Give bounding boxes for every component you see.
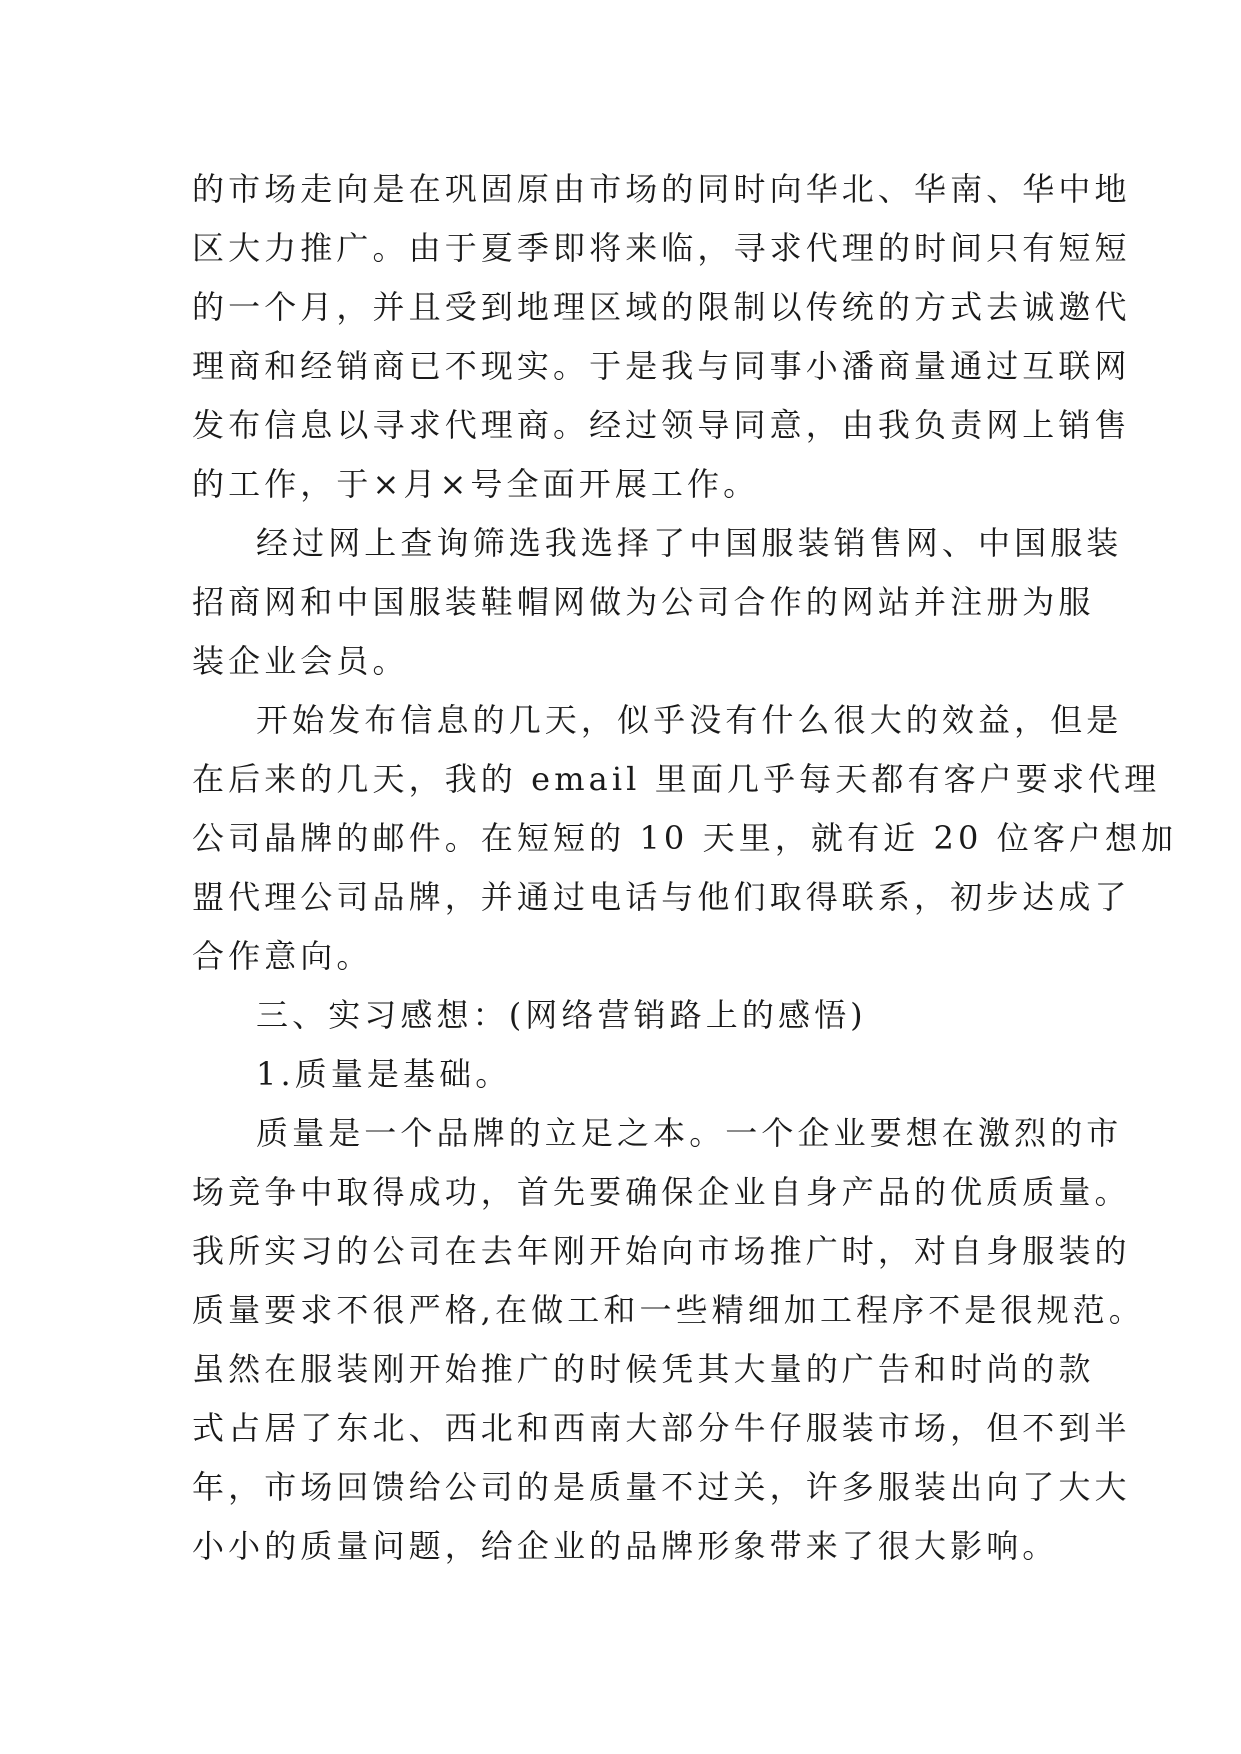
- text-line: 式占居了东北、西北和西南大部分牛仔服装市场，但不到半: [192, 1409, 1131, 1447]
- text-line: 年，市场回馈给公司的是质量不过关，许多服装出向了大大: [192, 1468, 1131, 1506]
- text-line: 区大力推广。由于夏季即将来临，寻求代理的时间只有短短: [192, 229, 1131, 267]
- text-line: 公司晶牌的邮件。在短短的 10 天里，就有近 20 位客户想加: [192, 819, 1178, 857]
- text-line: 虽然在服装刚开始推广的时候凭其大量的广告和时尚的款: [192, 1350, 1095, 1388]
- text-line: 合作意向。: [192, 937, 373, 975]
- paragraph-results: [192, 691, 1178, 986]
- section-heading: [192, 986, 1052, 1045]
- text-line: 小小的质量问题，给企业的品牌形象带来了很大影响。: [192, 1527, 1059, 1565]
- text-line: 质量要求不很严格,在做工和一些精细加工程序不是很规范。: [192, 1291, 1145, 1329]
- text-line: 理商和经销商已不现实。于是我与同事小潘商量通过互联网: [192, 347, 1131, 385]
- text-line: 盟代理公司品牌，并通过电话与他们取得联系，初步达成了: [192, 878, 1131, 916]
- text-line: 场竞争中取得成功，首先要确保企业自身产品的优质质量。: [192, 1173, 1131, 1211]
- text-line: 的工作，于×月×号全面开展工作。: [192, 465, 760, 503]
- text-line: 发布信息以寻求代理商。经过领导同意，由我负责网上销售: [192, 406, 1131, 444]
- paragraph-quality: [192, 1104, 1145, 1576]
- paragraph-website-selection: [192, 514, 1123, 691]
- paragraph-market-direction: [192, 160, 1131, 514]
- text-line: 在后来的几天，我的 email 里面几乎每天都有客户要求代理: [192, 760, 1161, 798]
- subsection-heading: [192, 1045, 1052, 1104]
- text-line: 的市场走向是在巩固原由市场的同时向华北、华南、华中地: [192, 170, 1131, 208]
- text-line: 装企业会员。: [192, 642, 409, 680]
- text-line: 经过网上查询筛选我选择了中国服装销售网、中国服装: [256, 524, 1123, 562]
- document-body: [192, 160, 1178, 1576]
- text-line: 招商网和中国服装鞋帽网做为公司合作的网站并注册为服: [192, 583, 1095, 621]
- text-line: 质量是一个品牌的立足之本。一个企业要想在激烈的市: [256, 1114, 1123, 1152]
- heading-line: 三、实习感想：(网络营销路上的感悟): [256, 996, 867, 1034]
- text-line: 的一个月，并且受到地理区域的限制以传统的方式去诚邀代: [192, 288, 1131, 326]
- heading-line: 1.质量是基础。: [256, 1055, 512, 1093]
- text-line: 我所实习的公司在去年刚开始向市场推广时，对自身服装的: [192, 1232, 1131, 1270]
- text-line: 开始发布信息的几天，似乎没有什么很大的效益，但是: [256, 701, 1123, 739]
